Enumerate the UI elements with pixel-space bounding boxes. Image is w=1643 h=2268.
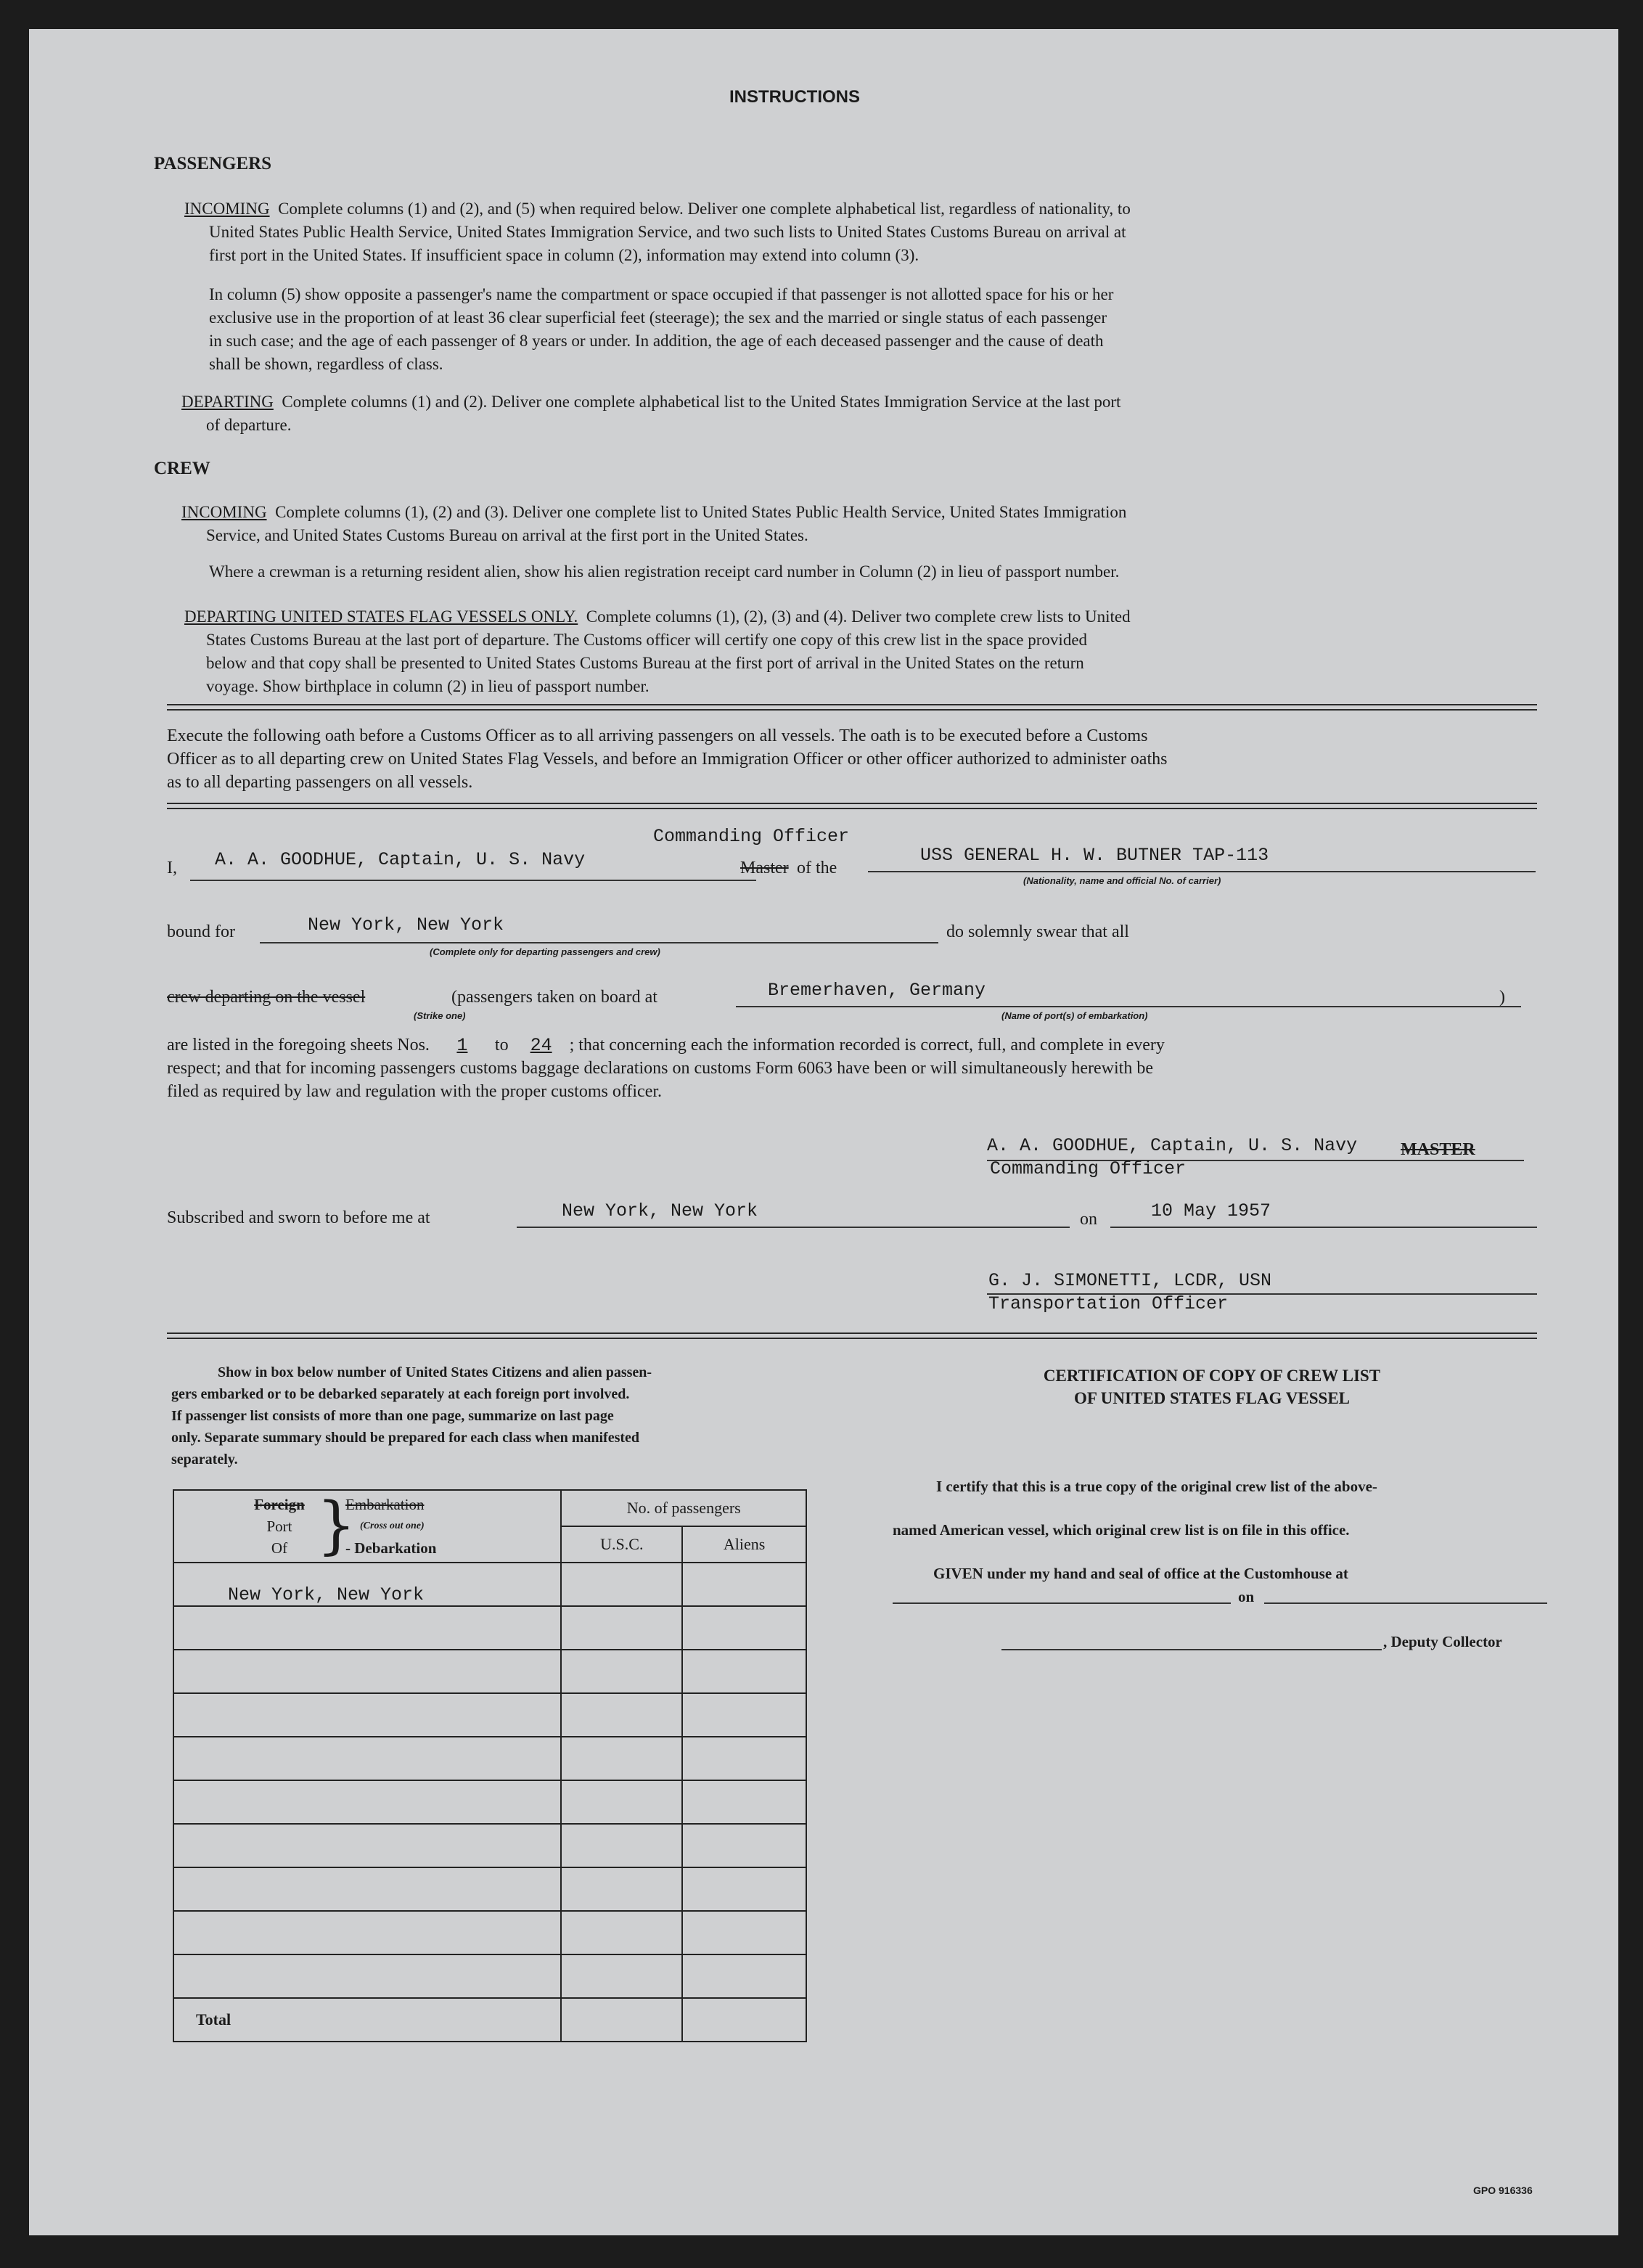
summary-usc-cell bbox=[561, 1867, 682, 1911]
passengers-departing-line: of departure. bbox=[206, 416, 292, 434]
officer-name: G. J. SIMONETTI, LCDR, USN bbox=[988, 1270, 1272, 1291]
summary-port-cell: New York, New York bbox=[173, 1563, 561, 1606]
crew-departing-label: DEPARTING UNITED STATES FLAG VESSELS ONLY. bbox=[184, 607, 578, 626]
master-struck: Master bbox=[740, 859, 789, 877]
foreign-struck: Foreign bbox=[254, 1496, 305, 1513]
signer-master-struck: MASTER bbox=[1401, 1140, 1475, 1159]
summary-port-cell bbox=[173, 1780, 561, 1824]
summary-aliens-cell bbox=[682, 1606, 806, 1650]
certification-title-line: CERTIFICATION OF COPY OF CREW LIST bbox=[1043, 1367, 1381, 1385]
summary-usc-cell bbox=[561, 1606, 682, 1650]
bound-caption: (Complete only for departing passengers and crew) bbox=[430, 946, 660, 957]
summary-port-cell bbox=[173, 1693, 561, 1737]
captain-name: A. A. GOODHUE, Captain, U. S. Navy bbox=[215, 849, 586, 870]
crew-incoming-line: Complete columns (1), (2) and (3). Deliver one complete list to United States Public Health Service, United States Immigration bbox=[275, 503, 1127, 521]
oath-instructions bbox=[167, 724, 1538, 794]
deputy-collector-label: , Deputy Collector bbox=[1383, 1633, 1502, 1650]
certification-line: I certify that this is a true copy of the original crew list of the above- bbox=[936, 1478, 1377, 1495]
crew-departing-line: voyage. Show birthplace in column (2) in lieu of passport number. bbox=[206, 677, 650, 695]
summary-line: only. Separate summary should be prepared for each class when manifested bbox=[171, 1430, 640, 1446]
summary-line: Show in box below number of United States Citizens and alien passen- bbox=[218, 1364, 652, 1380]
sheet-from: 1 bbox=[456, 1035, 468, 1056]
summary-port-cell bbox=[173, 1650, 561, 1693]
crew-departing-block bbox=[184, 605, 1520, 698]
summary-aliens-cell bbox=[682, 1911, 806, 1954]
signer-name: A. A. GOODHUE, Captain, U. S. Navy bbox=[987, 1135, 1358, 1156]
column5-line: in such case; and the age of each passenger of 8 years or under. In addition, the age of each deceased passenger and the cause of death bbox=[209, 332, 1104, 350]
brace: } bbox=[316, 1489, 356, 1562]
oath-line: Execute the following oath before a Customs Officer as to all arriving passengers on all vessels. The oath is to be executed before a Customs bbox=[167, 726, 1148, 745]
embarkation-struck: Embarkation bbox=[345, 1496, 425, 1513]
of-word: Of bbox=[271, 1539, 288, 1557]
column5-line: exclusive use in the proportion of at least 36 clear superficial feet (steerage); the sex and the married or single status of each passenger bbox=[209, 308, 1107, 327]
crew-heading: CREW bbox=[154, 459, 210, 478]
subscribed-label: Subscribed and sworn to before me at bbox=[167, 1208, 430, 1227]
summary-port-cell bbox=[173, 1606, 561, 1650]
no-passengers-header: No. of passengers bbox=[561, 1490, 806, 1526]
passengers-departing-block bbox=[181, 390, 1517, 437]
summary-line: separately. bbox=[171, 1452, 238, 1467]
passengers-incoming-block bbox=[184, 197, 1512, 267]
passengers-departing-label: DEPARTING bbox=[181, 393, 274, 411]
signer-title: Commanding Officer bbox=[990, 1158, 1187, 1179]
aliens-header: Aliens bbox=[682, 1526, 806, 1563]
summary-usc-cell bbox=[561, 1650, 682, 1693]
listed-label: are listed in the foregoing sheets Nos. bbox=[167, 1036, 430, 1055]
summary-aliens-cell bbox=[682, 1737, 806, 1780]
passengers-taken-label: (passengers taken on board at bbox=[451, 988, 657, 1007]
commanding-officer-typed: Commanding Officer bbox=[653, 826, 850, 847]
vessel-name: USS GENERAL H. W. BUTNER TAP-113 bbox=[920, 845, 1269, 866]
certification-line: GIVEN under my hand and seal of office at the Customhouse at bbox=[933, 1565, 1348, 1582]
summary-usc-cell bbox=[561, 1563, 682, 1606]
close-paren: ) bbox=[1499, 988, 1505, 1007]
port-header-cell bbox=[173, 1490, 561, 1563]
of-the-label: of the bbox=[797, 859, 837, 877]
crew-departing-struck: crew departing on the vessel bbox=[167, 988, 366, 1007]
summary-line: If passenger list consists of more than one page, summarize on last page bbox=[171, 1408, 614, 1424]
passengers-departing-line: Complete columns (1) and (2). Deliver one complete alphabetical list to the United States Immigration Service at the last port bbox=[282, 393, 1121, 411]
respect-line: respect; and that for incoming passengers customs baggage declarations on customs Form 6063 have been or will simultaneously herewith be bbox=[167, 1059, 1153, 1078]
summary-usc-cell bbox=[561, 1780, 682, 1824]
subscribed-place: New York, New York bbox=[562, 1200, 758, 1221]
summary-port-cell bbox=[173, 1954, 561, 1998]
usc-header: U.S.C. bbox=[561, 1526, 682, 1563]
bound-for-label: bound for bbox=[167, 922, 235, 941]
filed-line: filed as required by law and regulation with the proper customs officer. bbox=[167, 1082, 663, 1101]
bound-for-value: New York, New York bbox=[308, 914, 504, 936]
vessel-caption: (Nationality, name and official No. of carrier) bbox=[1023, 875, 1221, 886]
gpo-code: GPO 916336 bbox=[1473, 2185, 1533, 2196]
instructions-title: INSTRUCTIONS bbox=[729, 87, 860, 107]
divider bbox=[167, 704, 1537, 711]
summary-usc-cell bbox=[561, 1911, 682, 1954]
summary-aliens-cell bbox=[682, 1867, 806, 1911]
summary-usc-cell bbox=[561, 1954, 682, 1998]
summary-aliens-cell bbox=[682, 1650, 806, 1693]
divider bbox=[167, 1332, 1537, 1339]
total-label: Total bbox=[173, 1998, 561, 2042]
summary-aliens-cell bbox=[682, 1780, 806, 1824]
summary-aliens-cell bbox=[682, 1563, 806, 1606]
summary-port-cell bbox=[173, 1737, 561, 1780]
port-caption: (Name of port(s) of embarkation) bbox=[1001, 1010, 1148, 1021]
passengers-incoming-line: Complete columns (1) and (2), and (5) when required below. Deliver one complete alphabetical list, regardless of nationality, to bbox=[278, 200, 1131, 218]
summary-aliens-cell bbox=[682, 1954, 806, 1998]
summary-aliens-cell bbox=[682, 1824, 806, 1867]
to-label: to bbox=[494, 1036, 509, 1055]
strike-one-caption: (Strike one) bbox=[414, 1010, 466, 1021]
i-label: I, bbox=[167, 859, 177, 877]
crew-departing-line: Complete columns (1), (2), (3) and (4). Deliver two complete crew lists to United bbox=[586, 607, 1131, 626]
passengers-column5-block bbox=[209, 283, 1515, 376]
passenger-summary-table bbox=[173, 1489, 807, 2042]
passengers-incoming-line: first port in the United States. If insufficient space in column (2), information may extend into column (3). bbox=[209, 246, 919, 264]
total-usc-cell bbox=[561, 1998, 682, 2042]
embarkation-port: Bremerhaven, Germany bbox=[768, 980, 986, 1001]
certification-title bbox=[885, 1364, 1538, 1409]
summary-line: gers embarked or to be debarked separately at each foreign port involved. bbox=[171, 1386, 630, 1402]
debarkation-label: - Debarkation bbox=[345, 1539, 437, 1557]
certification-line: named American vessel, which original crew list is on file in this office. bbox=[893, 1521, 1350, 1539]
divider bbox=[167, 803, 1537, 809]
crew-departing-line: States Customs Bureau at the last port of departure. The Customs officer will certify one copy of this crew list in the space provided bbox=[206, 631, 1088, 649]
on-label: on bbox=[1080, 1210, 1097, 1229]
port-word: Port bbox=[266, 1518, 292, 1535]
certification-title-line: OF UNITED STATES FLAG VESSEL bbox=[1073, 1389, 1351, 1407]
crew-departing-line: below and that copy shall be presented to United States Customs Bureau at the first port of arrival in the United States on the return bbox=[206, 654, 1084, 672]
passengers-incoming-label: INCOMING bbox=[184, 200, 270, 218]
certification-on: on bbox=[1238, 1588, 1255, 1605]
passengers-incoming-line: United States Public Health Service, United States Immigration Service, and two such lists to United States Customs Bureau on arrival at bbox=[209, 223, 1126, 241]
summary-port-cell bbox=[173, 1867, 561, 1911]
summary-usc-cell bbox=[561, 1737, 682, 1780]
officer-title: Transportation Officer bbox=[988, 1293, 1229, 1314]
summary-instructions bbox=[171, 1362, 839, 1470]
crew-incoming-label: INCOMING bbox=[181, 503, 267, 521]
sheet-to: 24 bbox=[530, 1035, 552, 1056]
oath-line: Officer as to all departing crew on United States Flag Vessels, and before an Immigration Officer or other officer authorized to administer oaths bbox=[167, 750, 1168, 769]
crew-incoming-block bbox=[181, 501, 1517, 547]
cross-out-caption: (Cross out one) bbox=[360, 1520, 425, 1531]
summary-port-cell bbox=[173, 1911, 561, 1954]
crew-alien-line: Where a crewman is a returning resident alien, show his alien registration receipt card number in Column (2) in lieu of passport number. bbox=[209, 562, 1120, 581]
summary-usc-cell bbox=[561, 1693, 682, 1737]
crew-incoming-line: Service, and United States Customs Bureau on arrival at the first port in the United States. bbox=[206, 526, 808, 544]
column5-line: shall be shown, regardless of class. bbox=[209, 355, 443, 373]
passengers-heading: PASSENGERS bbox=[154, 154, 272, 173]
sworn-date: 10 May 1957 bbox=[1151, 1200, 1271, 1221]
summary-port-cell bbox=[173, 1824, 561, 1867]
listed-rest: ; that concerning each the information recorded is correct, full, and complete in every bbox=[569, 1036, 1165, 1055]
swear-text: do solemnly swear that all bbox=[946, 922, 1129, 941]
total-aliens-cell bbox=[682, 1998, 806, 2042]
listed-text bbox=[167, 1033, 1165, 1057]
summary-aliens-cell bbox=[682, 1693, 806, 1737]
oath-line: as to all departing passengers on all vessels. bbox=[167, 773, 473, 792]
form-sheet bbox=[29, 29, 1618, 2235]
summary-usc-cell bbox=[561, 1824, 682, 1867]
column5-line: In column (5) show opposite a passenger's name the compartment or space occupied if that passenger is not allotted space for his or her bbox=[209, 285, 1114, 303]
